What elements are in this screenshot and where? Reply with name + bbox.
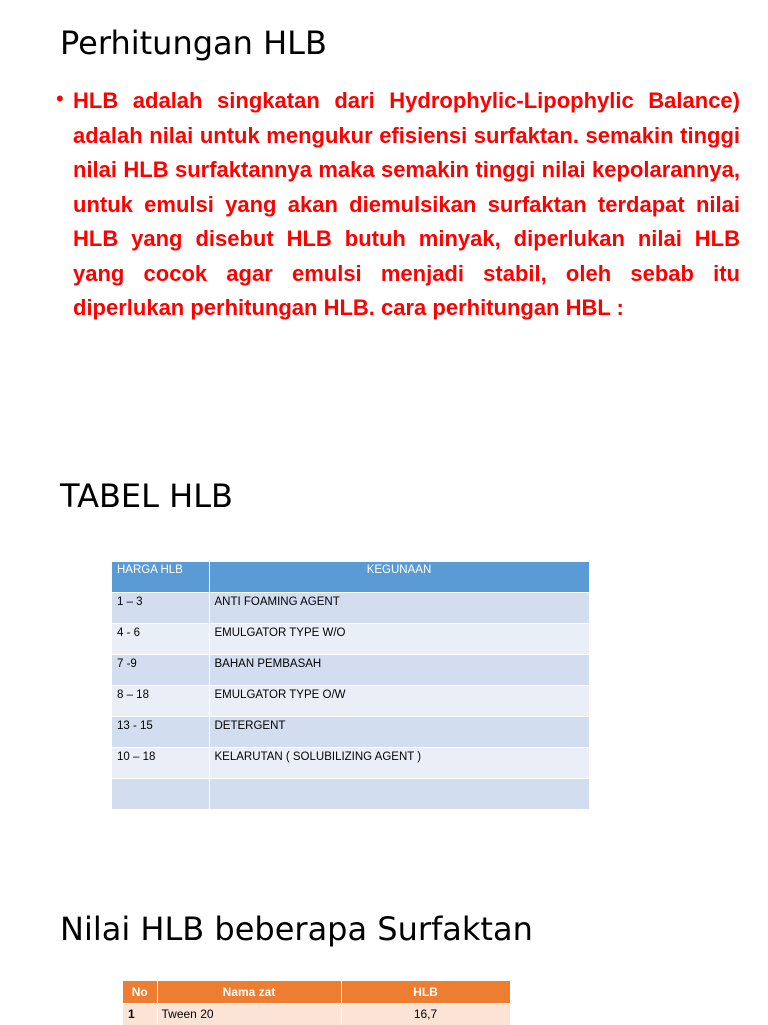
hlb-header-harga: HARGA HLB	[112, 562, 209, 592]
hlb-cell-harga	[112, 778, 209, 809]
hlb-cell-harga: 8 – 18	[112, 685, 209, 716]
slide-title-nilai-hlb: Nilai HLB beberapa Surfaktan	[60, 910, 533, 948]
table-row	[112, 747, 589, 778]
table-row	[123, 1003, 510, 1025]
surf-cell-nama: Tween 20	[157, 1003, 341, 1025]
hlb-cell-kegunaan: KELARUTAN ( SOLUBILIZING AGENT )	[209, 747, 589, 778]
hlb-cell-harga: 10 – 18	[112, 747, 209, 778]
hlb-header-kegunaan: KEGUNAAN	[209, 562, 589, 592]
hlb-cell-harga: 7 -9	[112, 654, 209, 685]
bullet-paragraph	[56, 84, 740, 326]
hlb-cell-kegunaan: ANTI FOAMING AGENT	[209, 592, 589, 623]
surf-cell-no: 1	[123, 1003, 157, 1025]
hlb-cell-kegunaan: DETERGENT	[209, 716, 589, 747]
table-row	[112, 778, 589, 809]
table-row	[112, 623, 589, 654]
hlb-table	[112, 562, 590, 809]
hlb-table-header-row	[112, 562, 589, 592]
table-row	[112, 716, 589, 747]
table-row	[112, 592, 589, 623]
slide-title-tabel-hlb: TABEL HLB	[60, 477, 233, 515]
hlb-cell-harga: 1 – 3	[112, 592, 209, 623]
table-row	[112, 685, 589, 716]
hlb-cell-kegunaan: EMULGATOR TYPE W/O	[209, 623, 589, 654]
surf-header-no: No	[123, 981, 157, 1003]
slide-title-perhitungan: Perhitungan HLB	[60, 24, 327, 62]
bullet-dot-icon: •	[56, 86, 64, 111]
hlb-cell-harga: 13 - 15	[112, 716, 209, 747]
surf-header-nama: Nama zat	[157, 981, 341, 1003]
hlb-cell-kegunaan: EMULGATOR TYPE O/W	[209, 685, 589, 716]
hlb-cell-kegunaan	[209, 778, 589, 809]
surf-header-hlb: HLB	[341, 981, 510, 1003]
table-row	[112, 654, 589, 685]
surfaktan-table	[123, 981, 511, 1025]
hlb-cell-kegunaan: BAHAN PEMBASAH	[209, 654, 589, 685]
surf-cell-hlb: 16,7	[341, 1003, 510, 1025]
hlb-cell-harga: 4 - 6	[112, 623, 209, 654]
bullet-text: HLB adalah singkatan dari Hydrophylic-Lipophylic Balance) adalah nilai untuk mengukur efisiensi surfaktan. semakin tinggi nilai HLB surfaktannya maka semakin tinggi nilai kepolarannya, untuk emulsi yang akan diemulsikan surfaktan terdapat nilai HLB yang disebut HLB butuh minyak, diperlukan nilai HLB yang cocok agar emulsi menjadi stabil, oleh sebab itu diperlukan perhitungan HLB. cara perhitungan HBL :	[73, 88, 740, 320]
surfaktan-table-header-row	[123, 981, 510, 1003]
